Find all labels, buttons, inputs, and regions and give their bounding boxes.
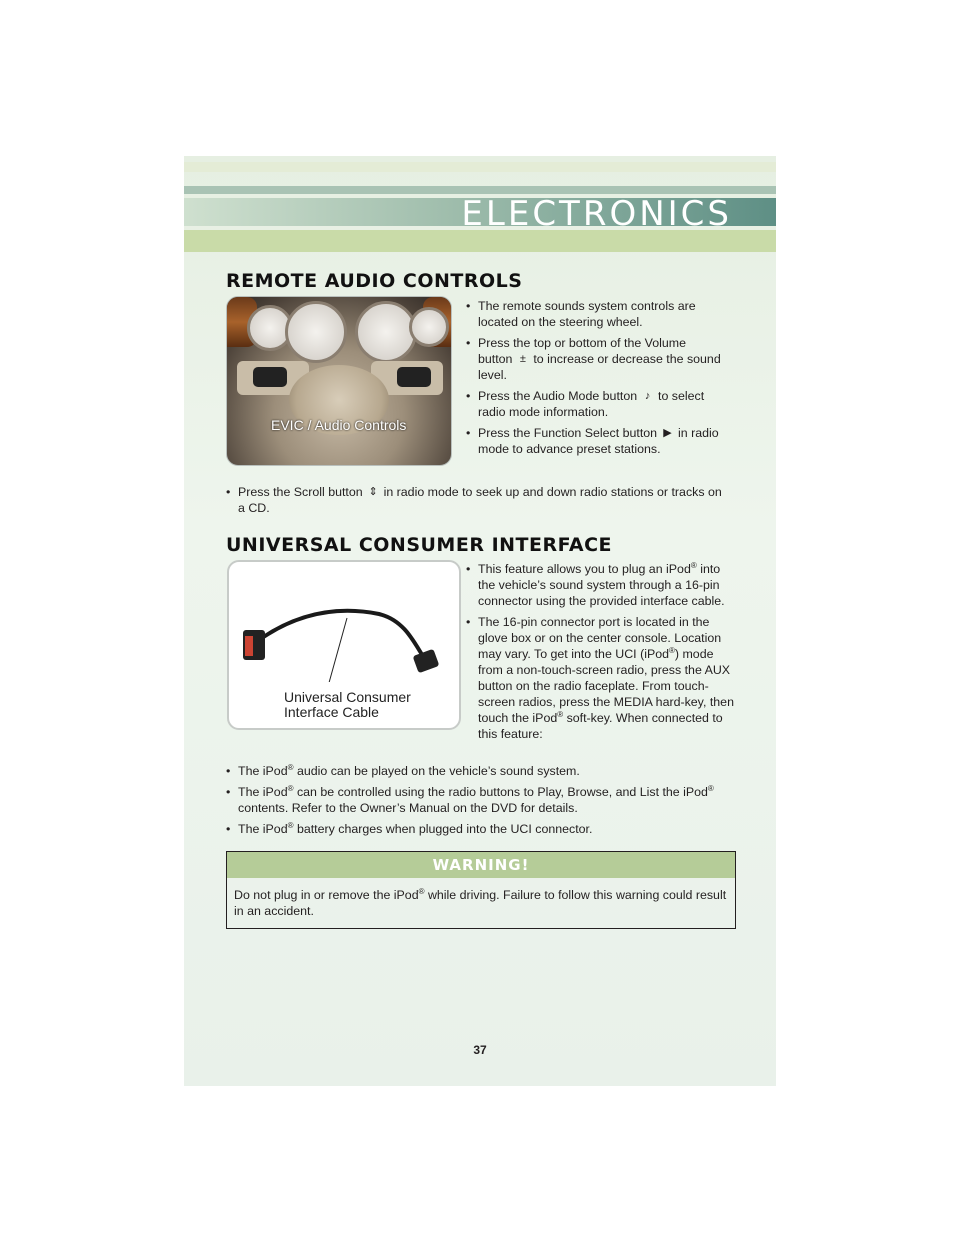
warning-text [227,878,735,919]
warning-text-part: while driving. Failure to follow this warning could result in an accident. [234,888,727,918]
up-down-arrows-icon: ⇕ [368,486,378,498]
bullet-text: Press the Scroll button [238,485,363,499]
remote-audio-list [466,298,734,462]
registered-mark: ® [287,762,294,772]
ipod-connector [413,649,440,673]
uci-cable-photo [227,560,461,730]
bullet-text: The remote sounds system controls are located on the steering wheel. [478,299,696,329]
list-item [466,561,734,609]
page-number: 37 [473,1043,487,1057]
ipod-list [226,763,734,842]
bullet-text: audio can be played on the vehicle’s sound system. [293,764,580,778]
callout-line [327,618,347,682]
gauge [285,301,347,363]
bullet-text: The iPod [238,764,288,778]
gauge [409,307,449,347]
steering-control [397,367,431,387]
section-title: ELECTRONICS [461,194,732,234]
caption-line: Interface Cable [284,704,379,720]
list-item [226,784,734,816]
bullet-text: Press the top or bottom of the Volume [478,336,687,350]
bullet-text: button [478,352,513,366]
music-note-icon: ♪ [644,390,651,402]
list-item [466,388,734,420]
list-item [466,425,734,457]
registered-mark: ® [669,645,675,655]
list-item [226,763,734,779]
bullet-text: contents. Refer to the Owner’s Manual on the DVD for details. [238,801,578,815]
scroll-list [226,484,726,521]
bullet-text: The iPod [238,822,288,836]
remote-audio-heading: REMOTE AUDIO CONTROLS [226,270,523,292]
list-item [466,335,734,383]
bullet-text: soft-key. When connected to this feature: [478,711,723,741]
right-triangle-icon: ▶ [663,427,672,439]
bullet-text: This feature allows you to plug an iPod [478,562,691,576]
bullet-text: ) mode from a non-touch-screen radio, press the AUX button on the radio faceplate. From touch-screen radios, press the MEDIA hard-key, then touch the iPod [478,647,734,725]
bullet-text: The iPod [238,785,288,799]
warning-title: WARNING! [227,852,735,878]
uci-heading: UNIVERSAL CONSUMER INTERFACE [226,534,613,556]
registered-mark: ® [690,560,697,570]
uci-list [466,561,734,747]
list-item [226,821,734,837]
header-stripe [184,162,776,172]
bullet-text: in radio mode to advance preset stations. [478,426,719,456]
bullet-text: to select radio mode information. [478,389,705,419]
photo-caption [284,690,411,720]
cable-wire [259,611,424,658]
bullet-text: into the vehicle’s sound system through a 16-pin connector using the provided interface cable. [478,562,725,608]
steering-control [253,367,287,387]
header-stripe [184,186,776,194]
warning-box [226,851,736,929]
bullet-text: The 16-pin connector port is located in the glove box or on the center console. Location may vary. To get into the UCI (iPod [478,615,722,661]
list-item [226,484,726,516]
connector-clip [245,636,253,656]
warning-text-part: Do not plug in or remove the iPod [234,888,419,902]
bullet-text: Press the Audio Mode button [478,389,638,403]
bullet-text: can be controlled using the radio buttons to Play, Browse, and List the iPod [293,785,708,799]
photo-caption: EVIC / Audio Controls [271,417,407,433]
list-item [466,614,734,742]
bullet-text: to increase or decrease the sound level. [478,352,721,382]
gauge [355,301,417,363]
registered-mark: ® [287,820,294,830]
bullet-text: battery charges when plugged into the UCI connector. [293,822,593,836]
list-item [466,298,734,330]
cable-illustration [229,562,459,682]
caption-line: Universal Consumer [284,689,411,705]
registered-mark: ® [418,886,425,896]
steering-wheel-photo [226,296,452,466]
bullet-text: Press the Function Select button [478,426,658,440]
registered-mark: ® [287,783,294,793]
registered-mark: ® [557,709,564,719]
bullet-text: in radio mode to seek up and down radio stations or tracks on a CD. [238,485,722,515]
plus-minus-icon: ± [519,353,526,365]
registered-mark: ® [707,783,714,793]
